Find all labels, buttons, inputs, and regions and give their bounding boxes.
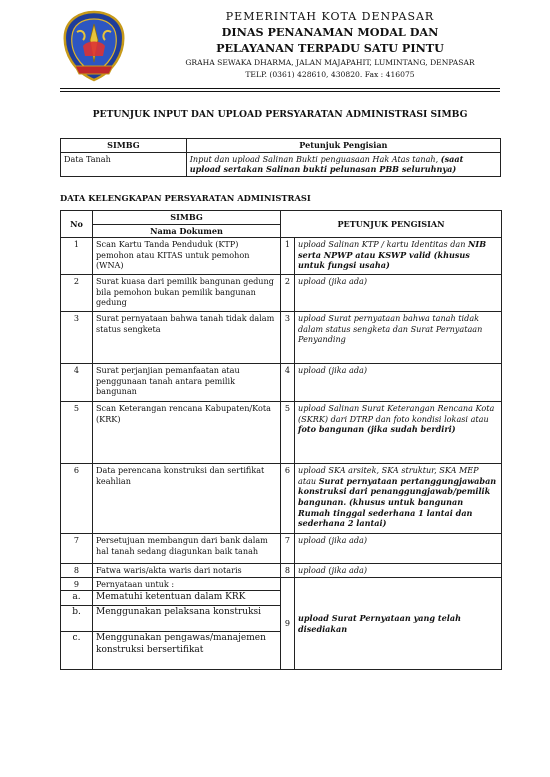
row-guide-number: 8 bbox=[281, 564, 295, 578]
land-guide-note: (saat upload sertakan Salinan bukti pelunasan PBB seluruhnya) bbox=[189, 153, 464, 175]
req-header-simbg: SIMBG bbox=[93, 211, 281, 225]
row-guide-number: 2 bbox=[281, 275, 295, 312]
table-row bbox=[61, 564, 502, 578]
row-guide-number: 1 bbox=[281, 238, 295, 275]
table-row bbox=[61, 534, 502, 564]
row-number: 4 bbox=[61, 364, 93, 402]
subrow-text: Mematuhi ketentuan dalam KRK bbox=[93, 591, 281, 606]
city-emblem-logo bbox=[63, 10, 125, 82]
row-guide-bold: foto bangunan (jika sudah berdiri) bbox=[298, 424, 456, 435]
row-guide bbox=[295, 577, 502, 670]
row-document: Data perencana konstruksi dan sertifikat keahlian bbox=[93, 464, 281, 534]
row-guide-number: 9 bbox=[281, 577, 295, 670]
row-guide-bold: Surat pernyataan pertanggungjawaban konstruksi dari penanggungjawab/pemilik bangunan. (khusus untuk bangunan Rumah tinggal sederhana 1 lantai dan sederhana 2 lantai) bbox=[298, 475, 497, 529]
subrow-text: Menggunakan pelaksana konstruksi bbox=[93, 606, 281, 632]
letterhead-phone: TELP. (0361) 428610, 430820. Fax : 416075 bbox=[245, 70, 415, 79]
subrow-letter: b. bbox=[61, 606, 93, 632]
row-guide bbox=[295, 238, 502, 275]
letterhead-agency-line1: DINAS PENANAMAN MODAL DAN bbox=[221, 25, 439, 39]
row-guide-number: 3 bbox=[281, 312, 295, 364]
row-guide-number: 6 bbox=[281, 464, 295, 534]
land-guide-text: Input dan upload Salinan Bukti penguasaan Hak Atas tanah, bbox=[189, 153, 439, 164]
row-number: 2 bbox=[61, 275, 93, 312]
row-guide bbox=[295, 275, 502, 312]
letterhead-agency-line2: PELAYANAN TERPADU SATU PINTU bbox=[216, 41, 444, 55]
row-document: Scan Kartu Tanda Penduduk (KTP) pemohon atau KITAS untuk pemohon (WNA) bbox=[93, 238, 281, 275]
req-header-guide: PETUNJUK PENGISIAN bbox=[281, 211, 502, 238]
row-guide bbox=[295, 534, 502, 564]
requirements-table bbox=[60, 210, 502, 670]
row-document: Surat perjanjian pemanfaatan atau penggunaan tanah antara pemilik bangunan bbox=[93, 364, 281, 402]
row-document: Persetujuan membangun dari bank dalam hal tanah sedang diagunkan baik tanah bbox=[93, 534, 281, 564]
table-row bbox=[61, 238, 502, 275]
land-table-header-simbg: SIMBG bbox=[61, 139, 187, 153]
table-row bbox=[61, 364, 502, 402]
land-table-row-label: Data Tanah bbox=[61, 152, 187, 176]
letterhead-address: GRAHA SEWAKA DHARMA, JALAN MAJAPAHIT, LUMINTANG, DENPASAR bbox=[185, 58, 475, 67]
letterhead bbox=[140, 10, 520, 80]
row-guide-number: 5 bbox=[281, 402, 295, 464]
row-guide-text: upload (jika ada) bbox=[298, 365, 367, 376]
row-number: 8 bbox=[61, 564, 93, 578]
row-guide-text: upload Salinan Surat Keterangan Rencana Kota (SKRK) dari DTRP dan foto kondisi lokasi atau bbox=[298, 403, 495, 424]
row-guide-text: upload SKA arsitek, SKA struktur, SKA MEP atau bbox=[298, 465, 479, 486]
subrow-letter: a. bbox=[61, 591, 93, 606]
row-guide-text: upload (jika ada) bbox=[298, 276, 367, 287]
row-number: 5 bbox=[61, 402, 93, 464]
row-number: 9 bbox=[61, 577, 93, 591]
row-number: 6 bbox=[61, 464, 93, 534]
subrow-letter: c. bbox=[61, 632, 93, 670]
header-rule-thick bbox=[60, 88, 500, 89]
row-guide bbox=[295, 364, 502, 402]
row-guide bbox=[295, 312, 502, 364]
row-guide-bold: upload Surat Pernyataan yang telah disediakan bbox=[298, 612, 461, 634]
row-guide-text: upload Surat pernyataan bahwa tanah tidak dalam status sengketa dan Surat Pernyataan Penyanding bbox=[298, 313, 483, 345]
row-guide bbox=[295, 464, 502, 534]
table-row bbox=[61, 464, 502, 534]
row-guide-text: upload (jika ada) bbox=[298, 535, 367, 546]
letterhead-government: PEMERINTAH KOTA DENPASAR bbox=[225, 10, 435, 23]
land-data-table bbox=[60, 138, 501, 177]
row-document: Surat kuasa dari pemilik bangunan gedung bila pemohon bukan pemilik bangunan gedung bbox=[93, 275, 281, 312]
land-table-header-guide: Petunjuk Pengisian bbox=[186, 139, 500, 153]
table-row bbox=[61, 275, 502, 312]
row-document: Scan Keterangan rencana Kabupaten/Kota (KRK) bbox=[93, 402, 281, 464]
row-number: 3 bbox=[61, 312, 93, 364]
table-row bbox=[61, 577, 502, 591]
row-guide-number: 7 bbox=[281, 534, 295, 564]
req-header-docname: Nama Dokumen bbox=[93, 224, 281, 238]
row-guide-text: upload (jika ada) bbox=[298, 565, 367, 576]
row-number: 7 bbox=[61, 534, 93, 564]
row-guide-bold: NIB serta NPWP atau KSWP valid (khusus untuk fungsi usaha) bbox=[298, 239, 487, 271]
row-number: 1 bbox=[61, 238, 93, 275]
document-title: PETUNJUK INPUT DAN UPLOAD PERSYARATAN ADMINISTRASI SIMBG bbox=[92, 109, 468, 120]
req-header-no: No bbox=[61, 211, 93, 238]
land-table-row-guide bbox=[186, 152, 500, 176]
row-guide-number: 4 bbox=[281, 364, 295, 402]
row-document: Fatwa waris/akta waris dari notaris bbox=[93, 564, 281, 578]
header-rule-thin bbox=[60, 91, 500, 92]
row-document: Pernyataan untuk : bbox=[93, 577, 281, 591]
subrow-text: Menggunakan pengawas/manajemen konstruksi bersertifikat bbox=[93, 632, 281, 670]
section-title: DATA KELENGKAPAN PERSYARATAN ADMINISTRASI bbox=[60, 193, 311, 203]
row-guide bbox=[295, 564, 502, 578]
table-row bbox=[61, 402, 502, 464]
row-guide bbox=[295, 402, 502, 464]
table-row bbox=[61, 312, 502, 364]
row-document: Surat pernyataan bahwa tanah tidak dalam status sengketa bbox=[93, 312, 281, 364]
row-guide-text: upload Salinan KTP / kartu Identitas dan bbox=[298, 239, 466, 250]
